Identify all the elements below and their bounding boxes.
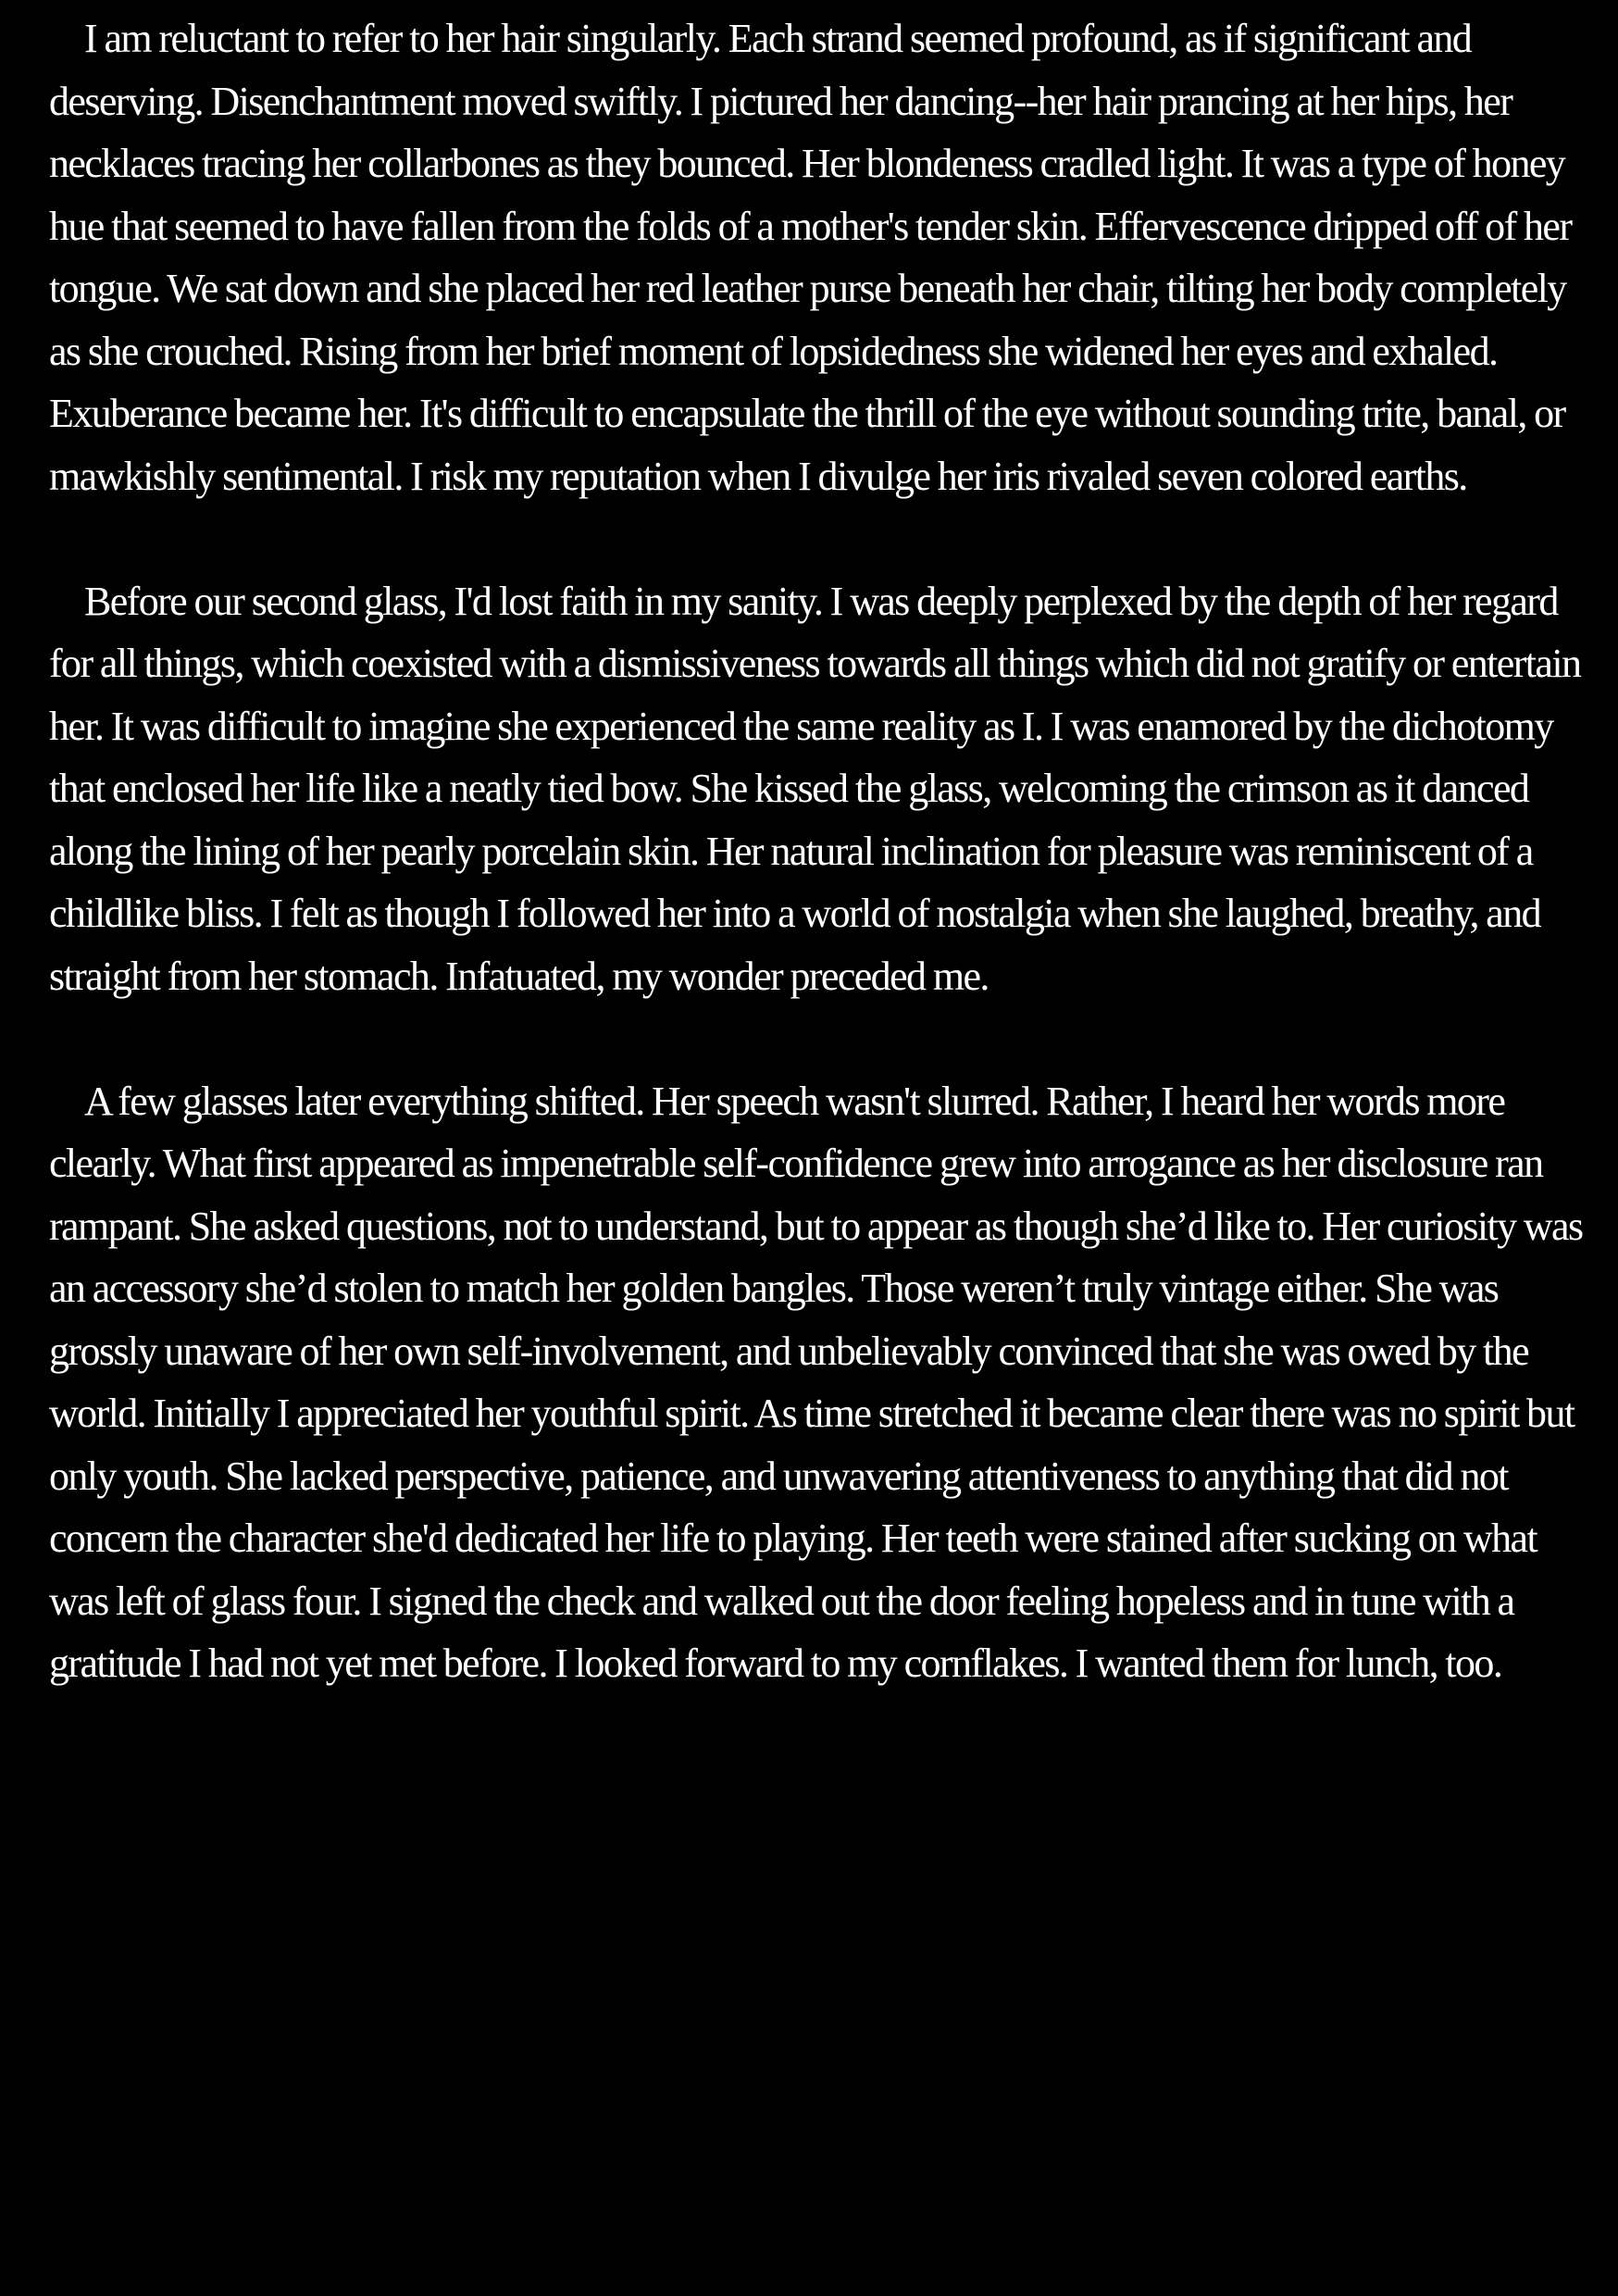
paragraph-2: Before our second glass, I'd lost faith in my sanity. I was deeply perplexed by the depth of her regard for all things, which coexisted with a dismissiveness towards all things which did not gratify or entertain her. It was difficult to imagine she experienced the same reality as I. I was enamored by the dichotomy that enclosed her life like a neatly tied bow. She kissed the glass, welcoming the crimson as it danced along the lining of her pearly porcelain skin. Her natural inclination for pleasure was reminiscent of a childlike bliss. I felt as though I followed her into a world of nostalgia when she laughed, breathy, and straight from her stomach. Infatuated, my wonder preceded me. — [49, 578, 1581, 999]
paragraph-3: A few glasses later everything shifted. Her speech wasn't slurred. Rather, I heard her words more clearly. What first appeared as impenetrable self-confidence grew into arrogance as her disclosure ran rampant. She asked questions, not to understand, but to appear as though she’d like to. Her curiosity was an accessory she’d stolen to match her golden bangles. Those weren’t truly vintage either. She was grossly unaware of her own self-involvement, and unbelievably convinced that she was owed by the world. Initially I appreciated her youthful spirit. As time stretched it became clear there was no spirit but only youth. She lacked perspective, patience, and unwavering attentiveness to anything that did not concern the character she'd dedicated her life to playing. Her teeth were stained after sucking on what was left of glass four. I signed the check and walked out the door feeling hopeless and in tune with a gratitude I had not yet met before. I looked forward to my cornflakes. I wanted them for lunch, too. — [49, 1078, 1583, 1686]
document-body — [49, 7, 1586, 1695]
paragraph-spacer — [49, 1007, 1586, 1070]
paragraph-spacer — [49, 507, 1586, 570]
paragraph-1: I am reluctant to refer to her hair singularly. Each strand seemed profound, as if significant and deserving. Disenchantment moved swiftly. I pictured her dancing--her hair prancing at her hips, her necklaces tracing her collarbones as they bounced. Her blondeness cradled light. It was a type of honey hue that seemed to have fallen from the folds of a mother's tender skin. Effervescence dripped off of her tongue. We sat down and she placed her red leather purse beneath her chair, tilting her body completely as she crouched. Rising from her brief moment of lopsidedness she widened her eyes and exhaled. Exuberance became her. It's difficult to encapsulate the thrill of the eye without sounding trite, banal, or mawkishly sentimental. I risk my reputation when I divulge her iris rivaled seven colored earths. — [49, 16, 1572, 499]
